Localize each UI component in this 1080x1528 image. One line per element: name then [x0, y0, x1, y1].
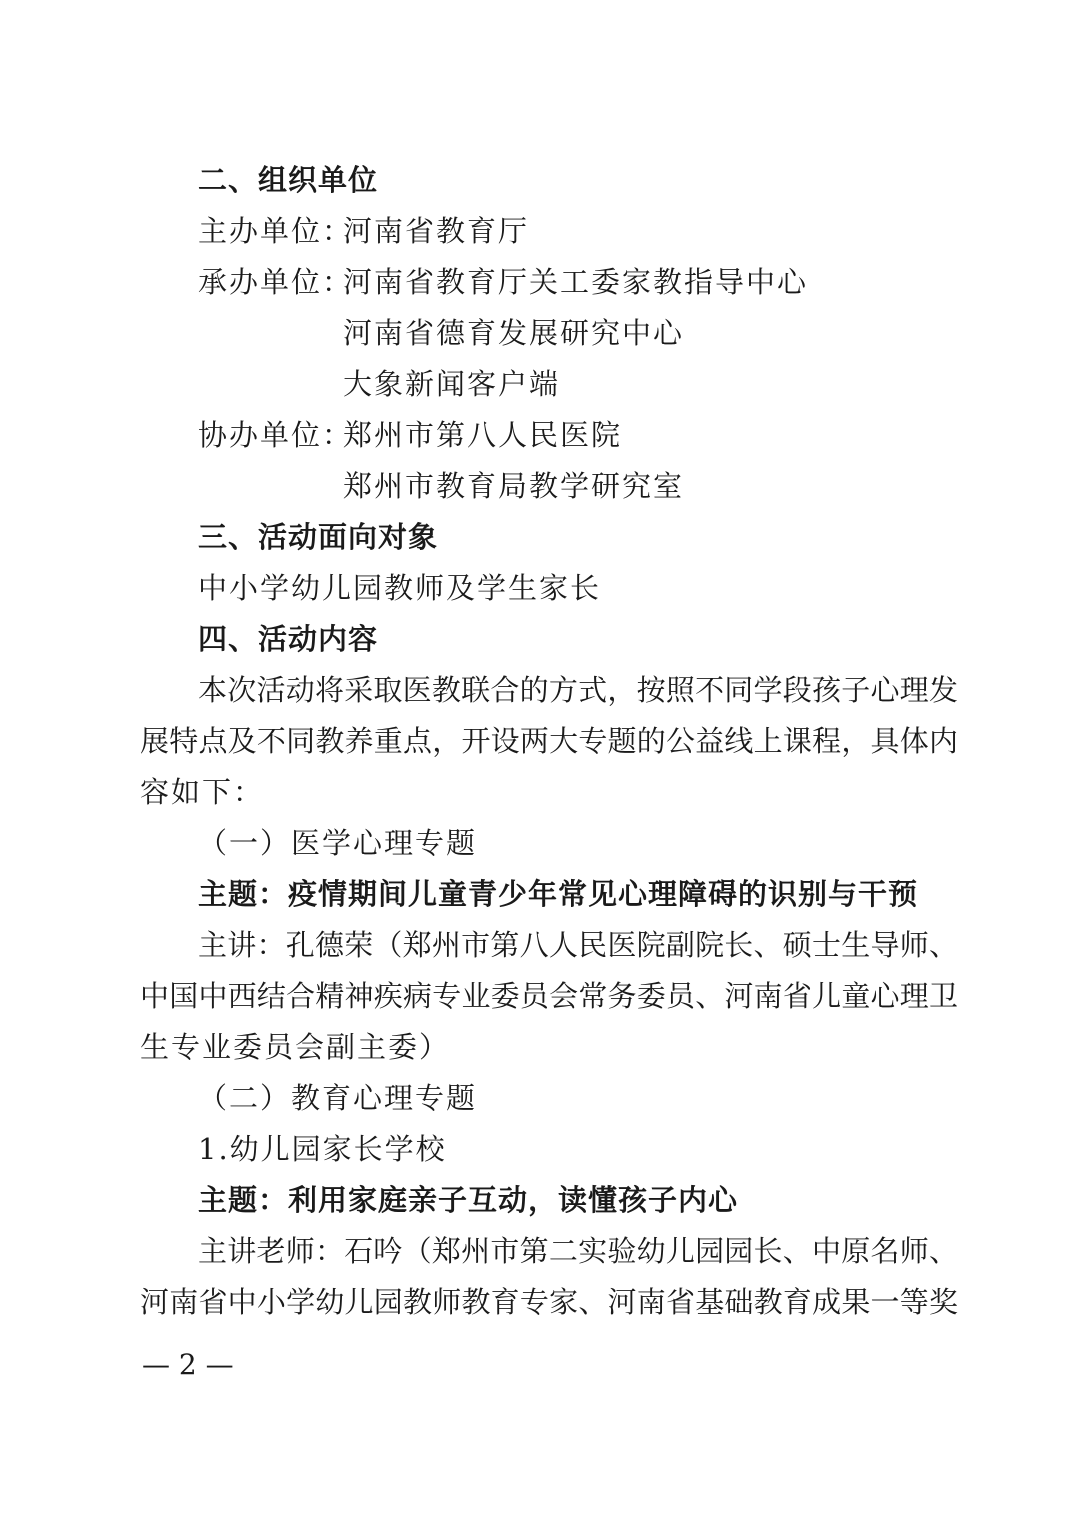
coorganizer-label: 协办单位：	[198, 418, 354, 452]
topic-1-theme: 主题：疫情期间儿童青少年常见心理障碍的识别与干预	[198, 877, 919, 911]
organizer-unit: 河南省教育厅关工委家教指导中心	[343, 265, 809, 299]
topic-2-subsection: 1.幼儿园家长学校	[198, 1132, 447, 1166]
topic-2-theme: 主题：利用家庭亲子互动，读懂孩子内心	[198, 1183, 739, 1217]
section-3-heading: 三、活动面向对象	[198, 520, 439, 554]
intro-paragraph-line: 容如下：	[140, 775, 265, 809]
topic-1-speaker-line: 中国中西结合精神疾病专业委员会常务委员、河南省儿童心理卫	[140, 979, 958, 1013]
intro-paragraph-line: 本次活动将采取医教联合的方式，按照不同学段孩子心理发	[198, 673, 958, 707]
page-number: — 2 —	[142, 1348, 234, 1381]
topic-2-speaker-line: 河南省中小学幼儿园教师教育专家、河南省基础教育成果一等奖	[140, 1285, 958, 1319]
audience-text: 中小学幼儿园教师及学生家长	[198, 571, 602, 605]
coorganizer-unit: 郑州市第八人民医院	[343, 418, 623, 452]
organizer-unit: 河南省德育发展研究中心	[343, 316, 685, 350]
host-unit: 河南省教育厅	[343, 214, 530, 248]
intro-paragraph-line: 展特点及不同教养重点，开设两大专题的公益线上课程，具体内	[140, 724, 958, 758]
topic-1-speaker-line: 主讲：孔德荣（郑州市第八人民医院副院长、硕士生导师、	[198, 928, 958, 962]
topic-2-heading: （二）教育心理专题	[198, 1081, 478, 1115]
coorganizer-unit: 郑州市教育局教学研究室	[343, 469, 685, 503]
section-4-heading: 四、活动内容	[198, 622, 379, 656]
section-2-heading: 二、组织单位	[198, 163, 379, 197]
topic-1-heading: （一）医学心理专题	[198, 826, 478, 860]
organizer-unit: 大象新闻客户端	[343, 367, 561, 401]
topic-2-speaker-line: 主讲老师：石吟（郑州市第二实验幼儿园园长、中原名师、	[198, 1234, 958, 1268]
topic-1-speaker-line: 生专业委员会副主委）	[140, 1030, 451, 1064]
organizer-label: 承办单位：	[198, 265, 354, 299]
host-label: 主办单位：	[198, 214, 354, 248]
